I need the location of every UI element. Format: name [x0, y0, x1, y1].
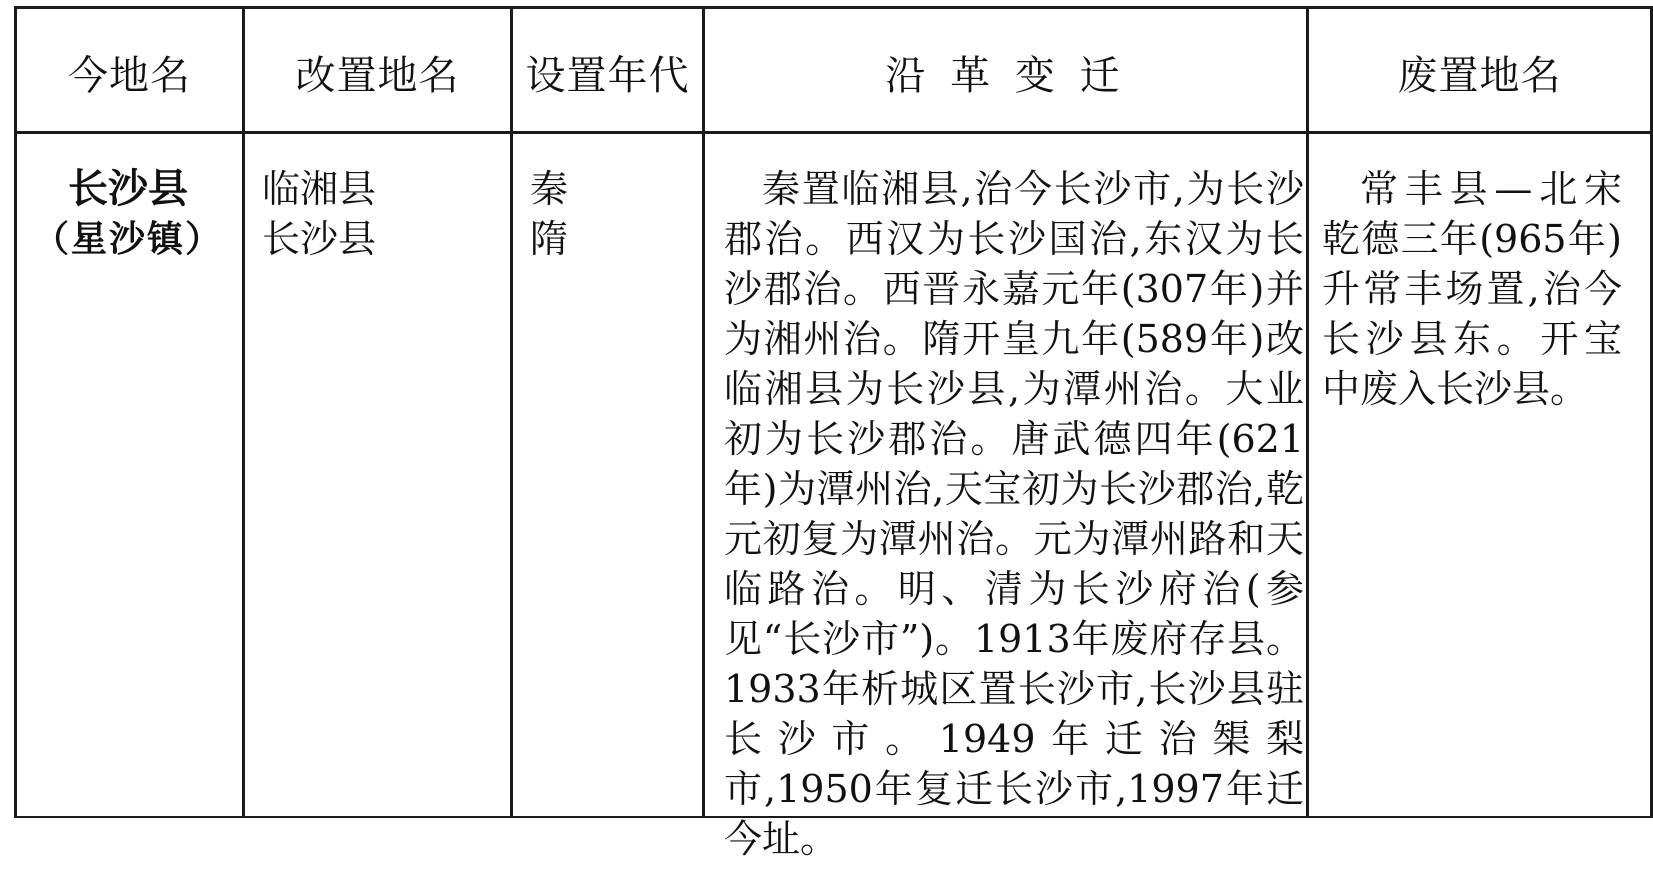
history-cell: 秦置临湘县,治今长沙市,为长沙郡治。西汉为长沙国治,东汉为长沙郡治。西晋永嘉元年(307年)并为湘州治。隋开皇九年(589年)改临湘县为长沙县,为潭州治。大业初为长沙郡治。唐武德四年(621年)为潭州治,天宝初为长沙郡治,乾元初复为潭州治。元为潭州路和天临路治。明、清为长沙府治(参见“长沙市”)。1913年废府存县。1933年析城区置长沙市,长沙县驻长沙市。1949年迁治榘梨市,1950年复迁长沙市,1997年迁今址。 [724, 167, 1304, 861]
established-cell [530, 164, 700, 264]
renamed-place: 长沙县 [262, 217, 377, 261]
header-abolished: 废置地名 [1397, 52, 1562, 99]
header-established: 设置年代 [525, 52, 690, 99]
header-renamed-places: 改置地名 [295, 52, 460, 99]
established-era: 隋 [530, 217, 569, 261]
current-seat: （星沙镇） [32, 218, 223, 260]
abolished-cell: 常丰县—北宋乾德三年(965年)升常丰场置,治今长沙县东。开宝中废入长沙县。 [1322, 167, 1622, 411]
header-current-name: 今地名 [68, 52, 191, 99]
established-era: 秦 [530, 167, 569, 211]
renamed-places-cell [262, 164, 502, 264]
current-name-cell [20, 164, 236, 264]
header-history: 沿 革 变 迁 [885, 52, 1126, 99]
renamed-place: 临湘县 [262, 167, 377, 211]
current-name: 长沙县 [68, 165, 188, 212]
